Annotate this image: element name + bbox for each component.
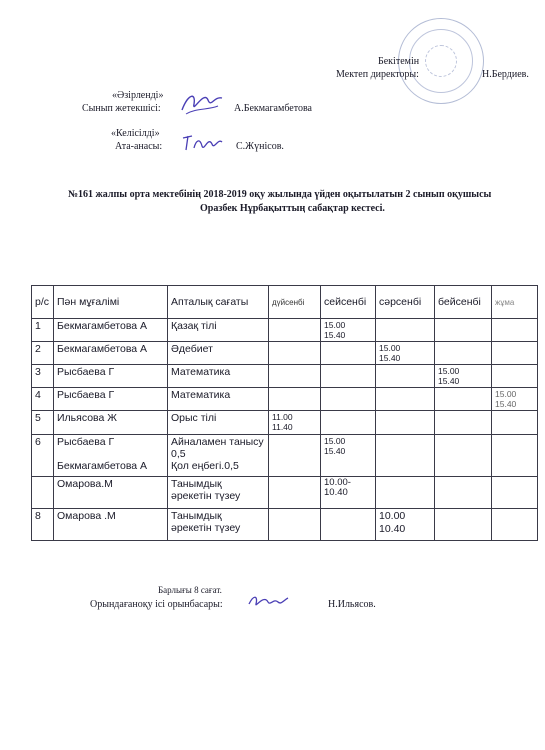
cell-teacher: Бекмагамбетова А (54, 342, 168, 365)
cell-teacher: Бекмагамбетова А (54, 319, 168, 342)
cell-subject: Танымдық әрекетін түзеу (168, 509, 269, 541)
table-row (32, 388, 538, 411)
cell-teacher: Омарова .М (54, 509, 168, 541)
cell-subject: Математика (168, 388, 269, 411)
header-monday: дүйсенбі (269, 286, 321, 319)
time-start: 15.00 (438, 366, 460, 376)
cell-friday (492, 342, 538, 365)
cell-tuesday (321, 388, 376, 411)
cell-friday (492, 319, 538, 342)
cell-wednesday (376, 509, 435, 541)
time-end: 15.40 (495, 399, 517, 409)
cell-wednesday (376, 477, 435, 509)
cell-teacher-first: Рысбаева Г (57, 436, 115, 448)
time-end: 15.40 (438, 376, 460, 386)
cell-wednesday (376, 411, 435, 435)
header-thursday: бейсенбі (435, 286, 492, 319)
cell-tuesday (321, 411, 376, 435)
cell-subject-second: Қол еңбегі.0,5 (171, 460, 239, 472)
agreed-title: «Келісілді» (111, 128, 160, 139)
table-row (32, 509, 538, 541)
header-weekly-hours: Апталық сағаты (168, 286, 269, 319)
cell-monday (269, 509, 321, 541)
cell-teacher: Рысбаева Г (54, 388, 168, 411)
approval-title: Бекітемін (378, 56, 420, 67)
cell-subject: Қазақ тілі (168, 319, 269, 342)
total-hours: Барлығы 8 сағат. (158, 585, 222, 595)
cell-thursday (435, 319, 492, 342)
agreed-role: Ата-анасы: (115, 141, 163, 152)
cell-wednesday (376, 388, 435, 411)
header-number: р/с (32, 286, 54, 319)
cell-friday (492, 365, 538, 388)
cell-tuesday (321, 365, 376, 388)
table-row (32, 477, 538, 509)
time-end: 11.40 (272, 422, 293, 432)
time-start: 10.00- (324, 477, 351, 488)
cell-subject-first: Айналамен танысу 0,5 (171, 436, 264, 460)
time-start: 15.00 (324, 320, 346, 330)
cell-monday (269, 435, 321, 477)
cell-thursday (435, 411, 492, 435)
header-wednesday: сәрсенбі (376, 286, 435, 319)
cell-monday (269, 477, 321, 509)
cell-number: 2 (32, 342, 54, 365)
cell-number (32, 477, 54, 509)
header-friday: жұма (492, 286, 538, 319)
table-row (32, 365, 538, 388)
cell-teacher: Омарова.М (54, 477, 168, 509)
prepared-name: А.Бекмагамбетова (234, 103, 312, 114)
cell-thursday (435, 365, 492, 388)
approval-position: Мектеп директоры: (336, 69, 419, 80)
cell-subject: Әдебиет (168, 342, 269, 365)
cell-wednesday (376, 342, 435, 365)
cell-number: 8 (32, 509, 54, 541)
parent-signature (180, 128, 226, 156)
cell-wednesday (376, 435, 435, 477)
cell-wednesday (376, 319, 435, 342)
cell-friday (492, 411, 538, 435)
prepared-role: Сынып жетекшісі: (82, 103, 161, 114)
schedule-table (31, 285, 538, 541)
cell-monday (269, 342, 321, 365)
time-end: 15.40 (324, 446, 346, 456)
teacher-signature (178, 86, 224, 120)
cell-number: 1 (32, 319, 54, 342)
cell-subject: Математика (168, 365, 269, 388)
prepared-title: «Әзірленді» (112, 90, 164, 101)
cell-tuesday (321, 319, 376, 342)
cell-teacher (54, 435, 168, 477)
cell-teacher: Ильясова Ж (54, 411, 168, 435)
time-start: 15.00 (379, 343, 401, 353)
deputy-signature (246, 588, 290, 612)
cell-wednesday (376, 365, 435, 388)
cell-number: 5 (32, 411, 54, 435)
document-heading-line2: Оразбек Нұрбақыттың сабақтар кестесі. (200, 203, 385, 214)
table-row (32, 435, 538, 477)
cell-teacher: Рысбаева Г (54, 365, 168, 388)
cell-number: 3 (32, 365, 54, 388)
cell-monday (269, 319, 321, 342)
table-row (32, 319, 538, 342)
cell-monday (269, 388, 321, 411)
cell-tuesday (321, 477, 376, 509)
cell-thursday (435, 477, 492, 509)
cell-thursday (435, 509, 492, 541)
header-teacher: Пән мұғалімі (54, 286, 168, 319)
cell-friday (492, 388, 538, 411)
cell-subject (168, 435, 269, 477)
time-end: 15.40 (324, 330, 346, 340)
deputy-role: Орындағаноқу ісі орынбасары: (90, 599, 223, 610)
cell-number: 4 (32, 388, 54, 411)
table-row (32, 342, 538, 365)
time-end: 10.40 (379, 523, 406, 535)
time-start: 11.00 (272, 412, 293, 422)
cell-monday (269, 411, 321, 435)
time-start: 10.00 (379, 510, 406, 522)
cell-number: 6 (32, 435, 54, 477)
time-end: 15.40 (379, 353, 401, 363)
cell-thursday (435, 388, 492, 411)
cell-friday (492, 435, 538, 477)
cell-teacher-second: Бекмагамбетова А (57, 460, 148, 472)
time-end: 10.40 (324, 487, 348, 498)
cell-monday (269, 365, 321, 388)
time-start: 15.00 (324, 436, 346, 446)
cell-thursday (435, 435, 492, 477)
cell-tuesday (321, 509, 376, 541)
cell-subject: Орыс тілі (168, 411, 269, 435)
table-header-row (32, 286, 538, 319)
time-start: 15.00 (495, 389, 517, 399)
header-tuesday: сейсенбі (321, 286, 376, 319)
approval-name: Н.Бердиев. (482, 69, 529, 80)
cell-subject: Танымдық әрекетін түзеу (168, 477, 269, 509)
deputy-name: Н.Ильясов. (328, 599, 376, 610)
table-row (32, 411, 538, 435)
cell-tuesday (321, 435, 376, 477)
cell-friday (492, 509, 538, 541)
cell-tuesday (321, 342, 376, 365)
document-heading-line1: №161 жалпы орта мектебінің 2018-2019 оқу жылында үйден оқытылатын 2 сынып оқушысы (68, 189, 492, 200)
cell-friday (492, 477, 538, 509)
cell-thursday (435, 342, 492, 365)
agreed-name: С.Жүнісов. (236, 141, 284, 152)
